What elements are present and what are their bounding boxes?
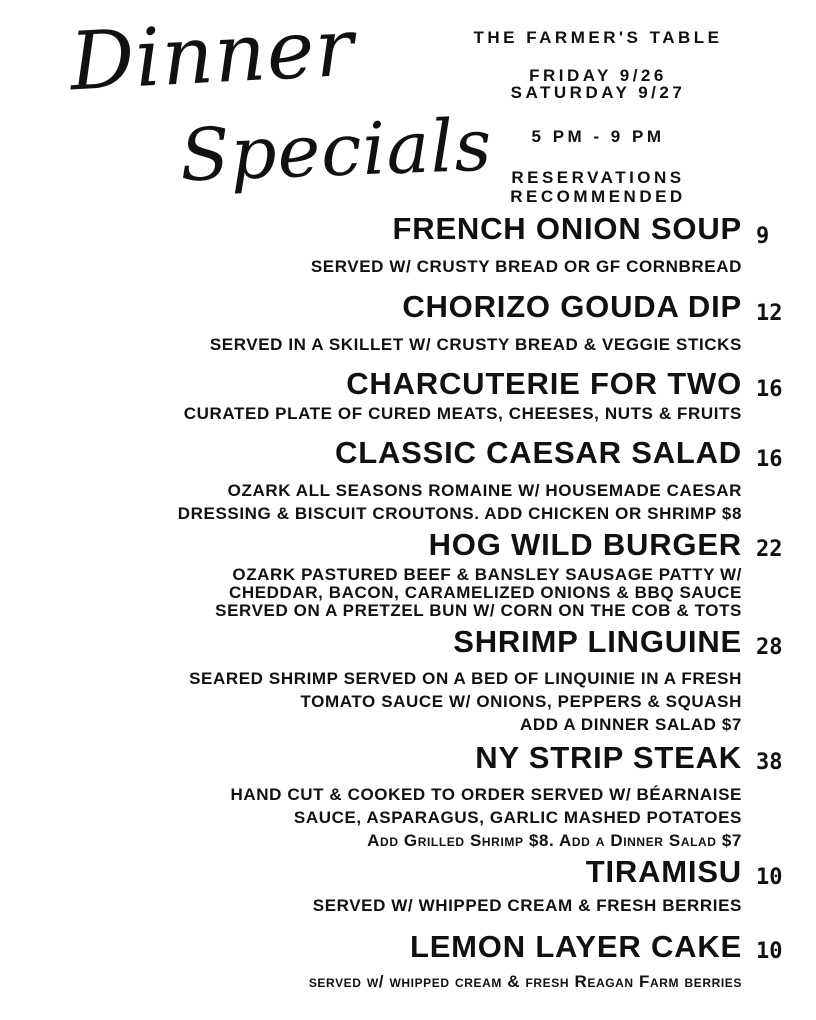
description-line: OZARK PASTURED BEEF & BANSLEY SAUSAGE PATTY W/ bbox=[232, 565, 742, 584]
description-line: ADD A DINNER SALAD $7 bbox=[520, 715, 742, 734]
menu-item-name: TIRAMISU bbox=[585, 854, 742, 889]
menu-item-name: NY STRIP STEAK bbox=[475, 740, 742, 775]
description-line: served w/ whipped cream & fresh Reagan Farm berries bbox=[308, 972, 742, 991]
menu-item-price: 16 bbox=[756, 447, 783, 472]
reservations-line-1: RESERVATIONS bbox=[511, 168, 685, 187]
description-line: SERVED W/ WHIPPED CREAM & FRESH BERRIES bbox=[312, 896, 742, 915]
menu-item-name: SHRIMP LINGUINE bbox=[453, 624, 742, 659]
menu-item-price: 10 bbox=[756, 939, 783, 964]
menu-item-price: 10 bbox=[756, 865, 783, 890]
description-line: SERVED W/ CRUSTY BREAD OR GF CORNBREAD bbox=[310, 257, 742, 276]
menu-item-description bbox=[313, 894, 742, 917]
description-line: SERVED IN A SKILLET W/ CRUSTY BREAD & VEGGIE STICKS bbox=[209, 335, 742, 354]
description-line: HAND CUT & COOKED TO ORDER SERVED W/ BÉARNAISE bbox=[230, 785, 742, 804]
menu-item-name: CLASSIC CAESAR SALAD bbox=[335, 435, 742, 470]
description-line: SERVED ON A PRETZEL BUN W/ CORN ON THE COB & TOTS bbox=[215, 601, 742, 620]
menu-item-price: 22 bbox=[756, 537, 783, 562]
menu-item-name: CHORIZO GOUDA DIP bbox=[402, 289, 742, 324]
title-specials: Specials bbox=[178, 102, 494, 198]
menu-item-price: 28 bbox=[756, 635, 783, 660]
menu-item-description bbox=[311, 255, 742, 278]
menu-item-description bbox=[189, 667, 742, 736]
menu-item-price: 38 bbox=[756, 750, 783, 775]
date-friday: FRIDAY 9/26 bbox=[529, 66, 667, 85]
description-line: CURATED PLATE OF CURED MEATS, CHEESES, NUTS & FRUITS bbox=[183, 404, 742, 423]
menu-item-price: 16 bbox=[756, 377, 783, 402]
menu-item-description bbox=[309, 970, 742, 993]
reservations-line-2: RECOMMENDED bbox=[510, 187, 686, 206]
menu-item-name: CHARCUTERIE FOR TWO bbox=[346, 366, 742, 401]
menu-item-description bbox=[215, 566, 742, 620]
menu-item-description bbox=[230, 783, 742, 852]
menu-item-price: 9 bbox=[756, 224, 770, 249]
description-line: DRESSING & BISCUIT CROUTONS. ADD CHICKEN OR SHRIMP $8 bbox=[177, 504, 742, 523]
description-line: OZARK ALL SEASONS ROMAINE W/ HOUSEMADE CAESAR bbox=[227, 481, 742, 500]
description-line: SEARED SHRIMP SERVED ON A BED OF LINQUINIE IN A FRESH bbox=[189, 669, 742, 688]
description-line: Add Grilled Shrimp $8. Add a Dinner Salad $7 bbox=[367, 831, 742, 850]
restaurant-name: THE FARMER'S TABLE bbox=[473, 28, 723, 47]
menu-item-description bbox=[178, 479, 742, 525]
menu-item-description bbox=[184, 402, 742, 425]
dates bbox=[440, 67, 756, 101]
date-saturday: SATURDAY 9/27 bbox=[510, 83, 686, 102]
menu-item-description bbox=[210, 333, 742, 356]
menu-item-name: LEMON LAYER CAKE bbox=[409, 929, 742, 964]
description-line: TOMATO SAUCE W/ ONIONS, PEPPERS & SQUASH bbox=[300, 692, 742, 711]
title-dinner: Dinner bbox=[67, 0, 357, 109]
menu-item-name: HOG WILD BURGER bbox=[428, 527, 742, 562]
hours: 5 PM - 9 PM bbox=[531, 127, 665, 146]
reservations-note bbox=[440, 168, 756, 206]
description-line: CHEDDAR, BACON, CARAMELIZED ONIONS & BBQ SAUCE bbox=[228, 583, 742, 602]
menu-item-name: FRENCH ONION SOUP bbox=[392, 211, 742, 246]
menu-item-price: 12 bbox=[756, 301, 783, 326]
description-line: SAUCE, ASPARAGUS, GARLIC MASHED POTATOES bbox=[293, 808, 742, 827]
